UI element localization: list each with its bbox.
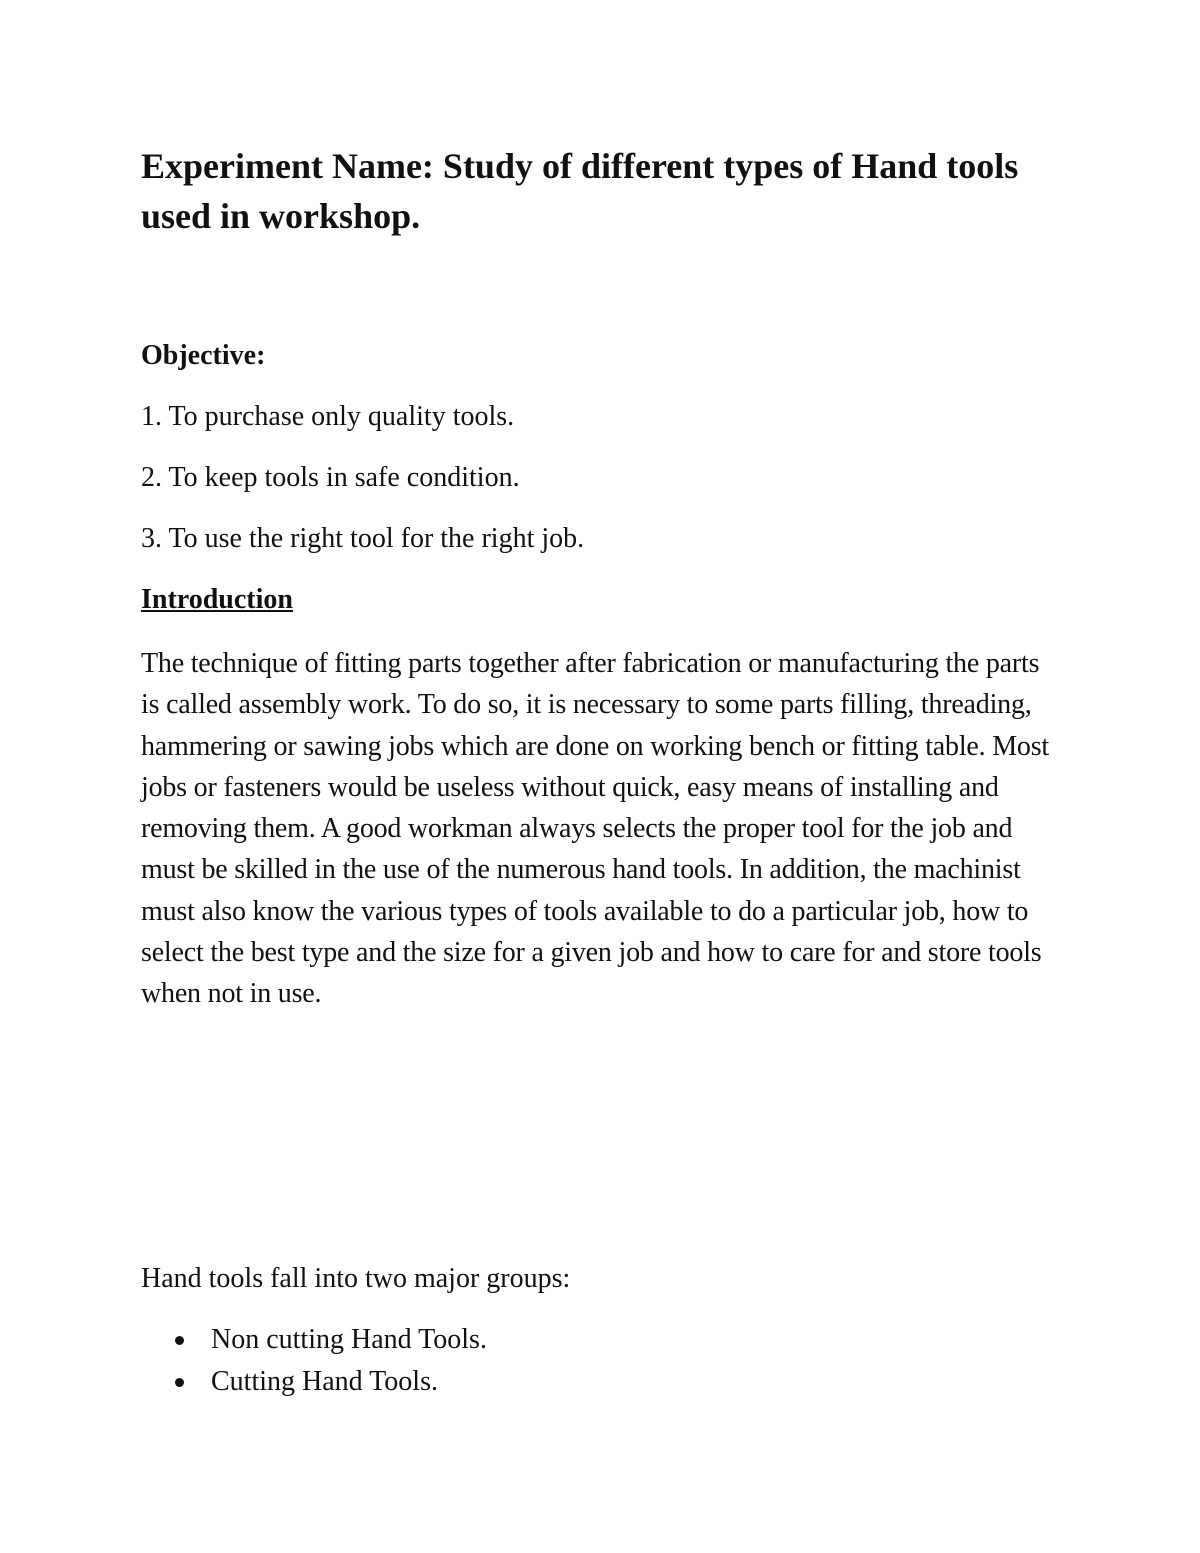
introduction-paragraph: The technique of fitting parts together after fabrication or manufacturing the parts is called assembly work. To do so, it is necessary to some parts filling, threading, hammering or sawing jobs which are done on working bench or fitting table. Most jobs or fasteners would be useless without quick, easy means of installing and removing them. A good workman always selects the proper tool for the job and must be skilled in the use of the numerous hand tools. In addition, the machinist must also know the various types of tools available to do a particular job, how to select the best type and the size for a given job and how to care for and store tools when not in use. (141, 648, 1050, 1010)
introduction-heading: Introduction (141, 584, 293, 615)
objective-item: 1. To purchase only quality tools. (141, 401, 515, 432)
objective-item: 2. To keep tools in safe condition. (141, 462, 520, 493)
bullet-icon (175, 1378, 184, 1387)
tool-groups-list (141, 1321, 487, 1405)
list-item (141, 1363, 487, 1405)
document-title: Experiment Name: Study of different types of Hand tools used in workshop. (141, 146, 1019, 236)
list-item-text: Cutting Hand Tools. (211, 1366, 438, 1397)
objective-item: 3. To use the right tool for the right job. (141, 523, 585, 554)
list-item-text: Non cutting Hand Tools. (211, 1324, 487, 1355)
list-item (141, 1321, 487, 1363)
objective-heading: Objective: (141, 340, 266, 371)
bullet-icon (175, 1336, 184, 1345)
tool-groups-intro: Hand tools fall into two major groups: (141, 1263, 571, 1294)
